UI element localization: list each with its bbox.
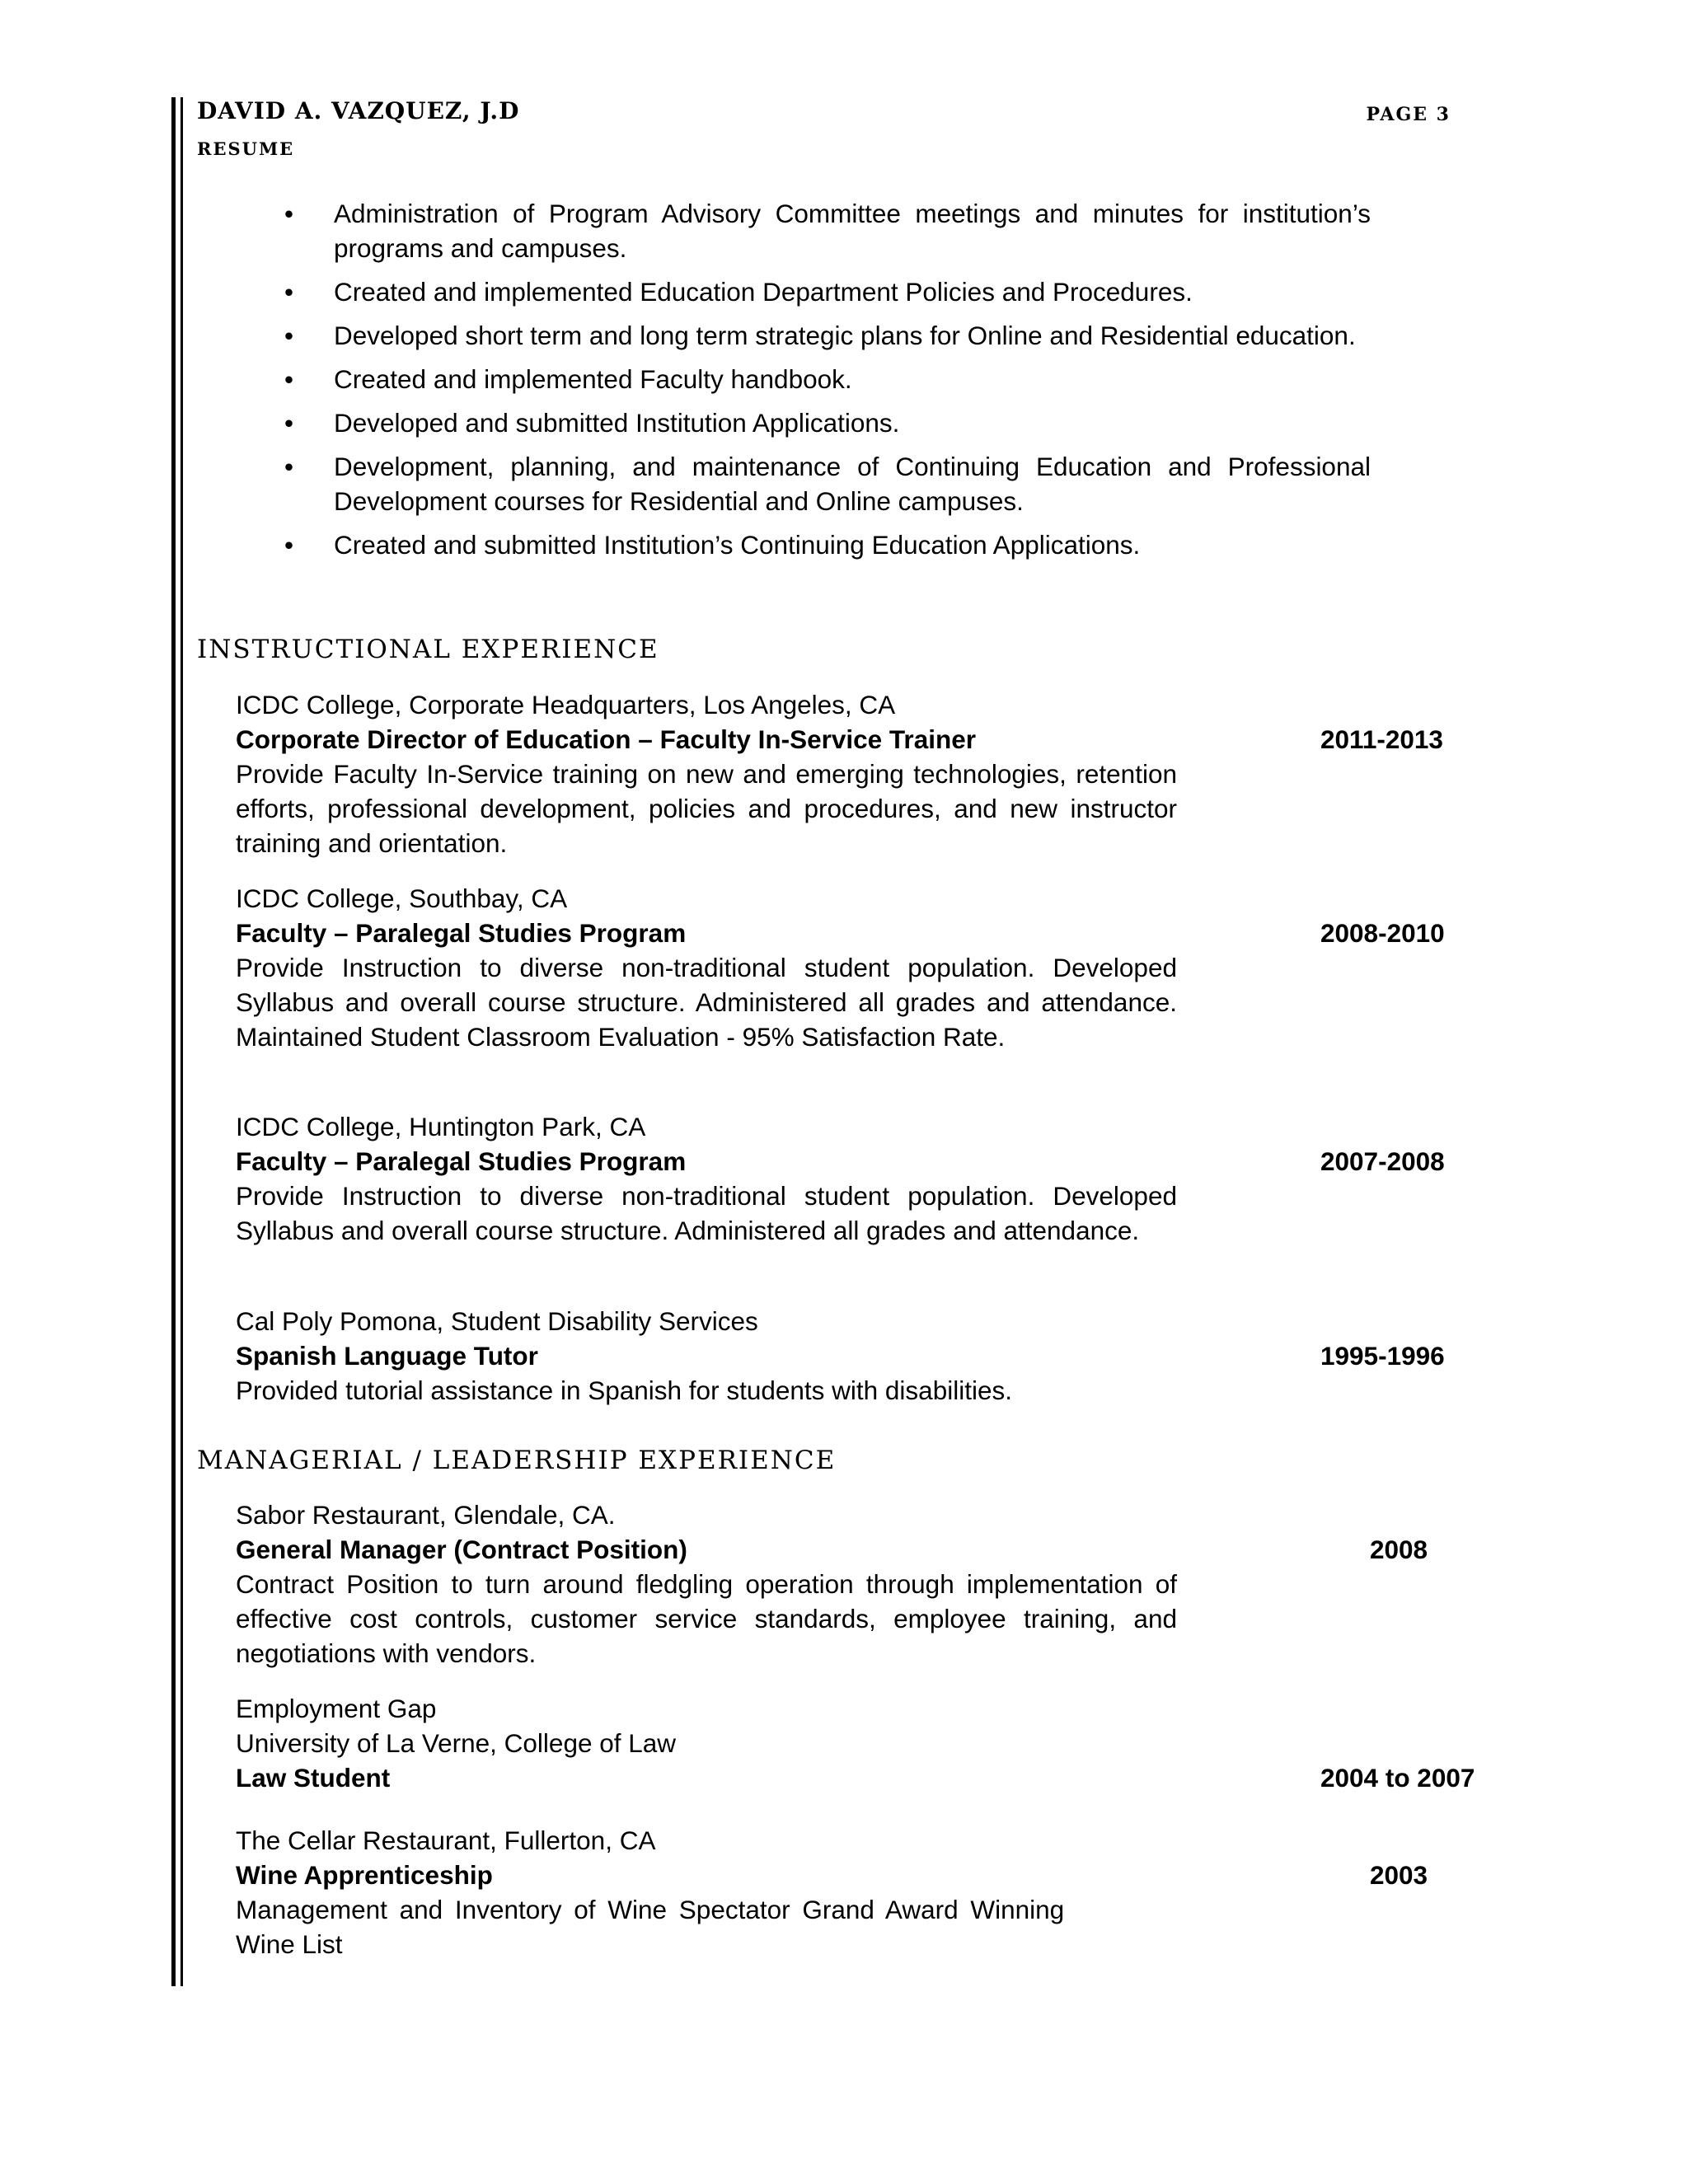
entry-title: Law Student bbox=[236, 1763, 391, 1793]
bullet-icon: • bbox=[284, 364, 294, 394]
section-heading-managerial: MANAGERIAL / LEADERSHIP EXPERIENCE bbox=[197, 1446, 837, 1475]
entry-date: 2008-2010 bbox=[1320, 918, 1445, 948]
employment-gap: Employment Gap bbox=[236, 1694, 437, 1723]
responsibilities-list bbox=[284, 196, 1371, 571]
entry-title: Spanish Language Tutor bbox=[236, 1341, 538, 1371]
entry-description: Provided tutorial assistance in Spanish for students with disabilities. bbox=[236, 1376, 1012, 1405]
bullet-icon: • bbox=[284, 530, 294, 560]
experience-entry bbox=[236, 1304, 1497, 1408]
bullet-icon: • bbox=[284, 321, 294, 350]
header-name: DAVID A. VAZQUEZ, J.D bbox=[197, 97, 520, 124]
list-item: • Developed and submitted Institution Applications. bbox=[284, 405, 1371, 440]
left-margin-rule-thick bbox=[171, 97, 176, 1986]
list-item: • Created and submitted Institution’s Continuing Education Applications. bbox=[284, 527, 1371, 562]
entry-organization: ICDC College, Southbay, CA bbox=[236, 883, 568, 913]
bullet-icon: • bbox=[284, 408, 294, 438]
entry-description: Provide Instruction to diverse non-traditional student population. Developed Syllabus and overall course structure. Administered all grades and attendance. bbox=[236, 1181, 1177, 1245]
entry-description: Provide Instruction to diverse non-traditional student population. Developed Syllabus and overall course structure. Administered all grades and attendance. Maintained Student Classroom Evaluation - 95% Satisfaction Rate. bbox=[236, 953, 1177, 1052]
entry-organization: ICDC College, Huntington Park, CA bbox=[236, 1112, 646, 1141]
entry-title: General Manager (Contract Position) bbox=[236, 1535, 687, 1564]
list-item: • Administration of Program Advisory Committee meetings and minutes for institution’s programs and campuses. bbox=[284, 196, 1371, 265]
entry-date: 2008 bbox=[1370, 1535, 1428, 1564]
experience-entry bbox=[236, 1691, 1497, 1795]
left-margin-rule-thin bbox=[181, 97, 183, 1986]
entry-date: 2004 to 2007 bbox=[1320, 1763, 1475, 1793]
entry-description-continued: Wine List bbox=[236, 1929, 343, 1959]
experience-entry bbox=[236, 881, 1497, 1054]
experience-entry bbox=[236, 1823, 1497, 1961]
entry-organization: Sabor Restaurant, Glendale, CA. bbox=[236, 1500, 616, 1530]
list-item: • Development, planning, and maintenance of Continuing Education and Professional Development courses for Residential and Online campuses. bbox=[284, 449, 1371, 518]
entry-title: Corporate Director of Education – Faculty In-Service Trainer bbox=[236, 724, 976, 754]
header-subtitle: RESUME bbox=[197, 138, 295, 159]
experience-entry bbox=[236, 687, 1497, 860]
bullet-icon: • bbox=[284, 199, 294, 228]
entry-description: Contract Position to turn around fledgling operation through implementation of effective cost controls, customer service standards, employee training, and negotiations with vendors. bbox=[236, 1569, 1177, 1668]
entry-description: Management and Inventory of Wine Spectator Grand Award Winning bbox=[236, 1895, 1065, 1924]
entry-organization: ICDC College, Corporate Headquarters, Los Angeles, CA bbox=[236, 690, 896, 719]
page-number: PAGE 3 bbox=[1366, 104, 1451, 125]
bullet-icon: • bbox=[284, 277, 294, 307]
experience-entry bbox=[236, 1497, 1497, 1671]
entry-organization: Cal Poly Pomona, Student Disability Services bbox=[236, 1306, 758, 1336]
entry-date: 2011-2013 bbox=[1320, 724, 1443, 754]
section-heading-instructional: INSTRUCTIONAL EXPERIENCE bbox=[197, 635, 659, 664]
entry-title: Faculty – Paralegal Studies Program bbox=[236, 918, 687, 948]
entry-organization: University of La Verne, College of Law bbox=[236, 1728, 677, 1758]
entry-organization: The Cellar Restaurant, Fullerton, CA bbox=[236, 1825, 656, 1855]
entry-date: 2003 bbox=[1370, 1860, 1428, 1890]
experience-entry bbox=[236, 1109, 1497, 1248]
list-item: • Created and implemented Faculty handbook. bbox=[284, 362, 1371, 396]
entry-date: 2007-2008 bbox=[1320, 1146, 1445, 1176]
list-item: • Developed short term and long term strategic plans for Online and Residential education. bbox=[284, 318, 1371, 353]
entry-title: Faculty – Paralegal Studies Program bbox=[236, 1146, 687, 1176]
entry-title: Wine Apprenticeship bbox=[236, 1860, 493, 1890]
entry-date: 1995-1996 bbox=[1320, 1341, 1445, 1371]
bullet-icon: • bbox=[284, 452, 294, 481]
list-item: • Created and implemented Education Department Policies and Procedures. bbox=[284, 274, 1371, 309]
entry-description: Provide Faculty In-Service training on new and emerging technologies, retention efforts, professional development, policies and procedures, and new instructor training and orientation. bbox=[236, 759, 1177, 858]
